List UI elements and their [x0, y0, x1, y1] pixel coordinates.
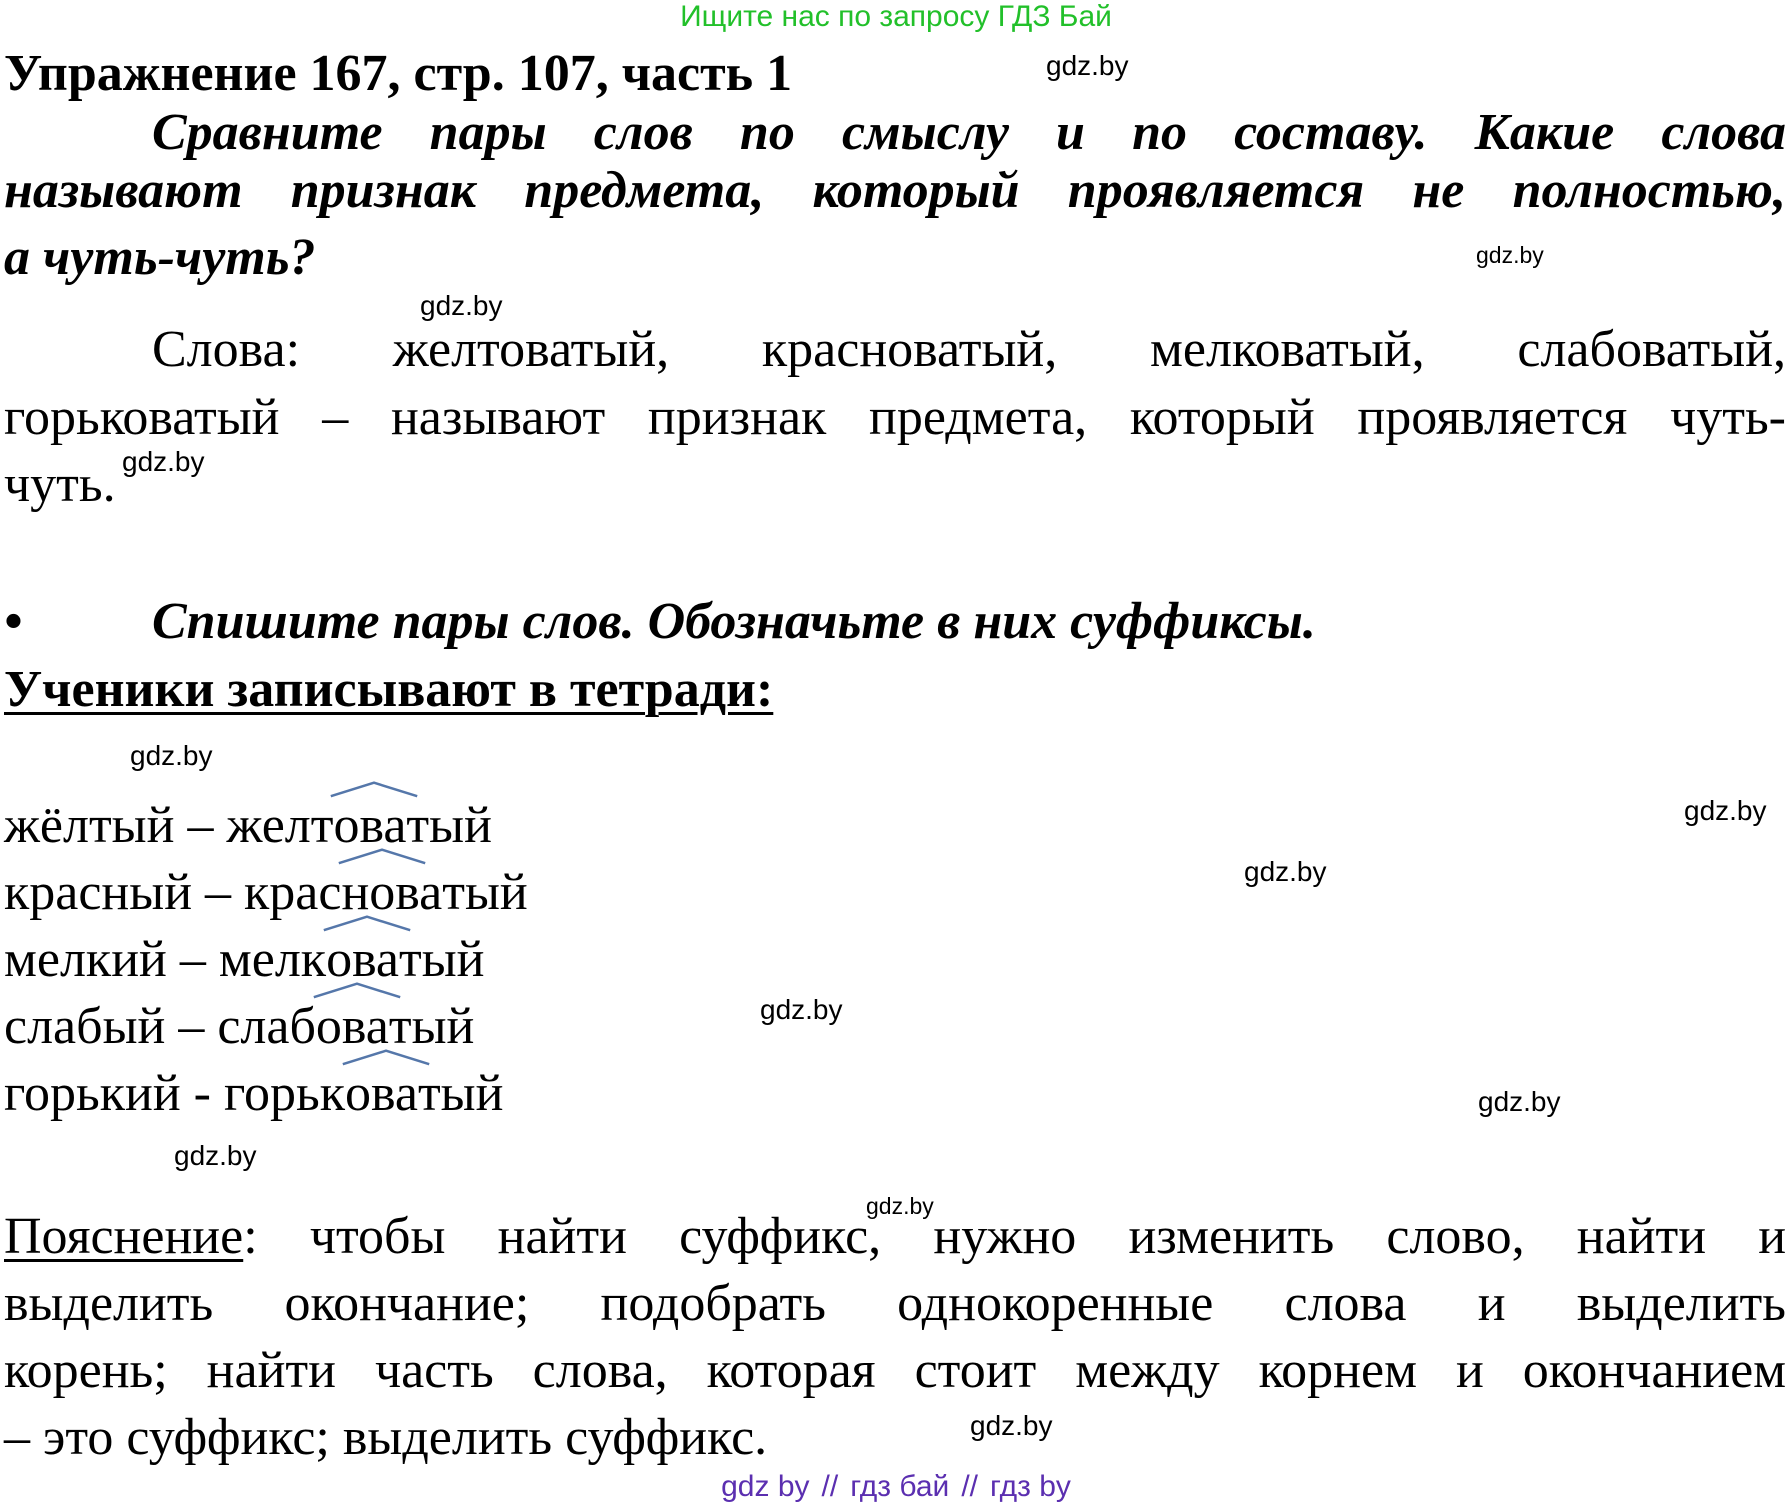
watermark: gdz.by — [1476, 242, 1544, 268]
word-pair: жёлтый – желт оватый — [4, 796, 492, 855]
footer-separator: // — [961, 1470, 978, 1503]
suffix-arc-icon — [312, 981, 402, 999]
watermark: gdz.by — [420, 290, 503, 321]
suffix-arc-icon — [322, 914, 412, 932]
footer-link[interactable]: гдз by — [990, 1470, 1071, 1503]
task-instruction-2: Спишите пары слов. Обозначьте в них суффиксы. — [152, 593, 1316, 650]
watermark: gdz.by — [1684, 795, 1767, 826]
suffix-mark: ова — [333, 796, 406, 855]
suffix-mark: нова — [341, 863, 442, 922]
footer-link[interactable]: gdz by — [721, 1470, 810, 1503]
page-title: Упражнение 167, стр. 107, часть 1 — [4, 45, 793, 102]
answer-line-2: горьковатый – называют признак предмета, который проявляется чуть- — [4, 389, 1786, 446]
explanation-line-1: Пояснение: чтобы найти суффикс, нужно изменить слово, найти и — [4, 1208, 1787, 1265]
watermark: gdz.by — [760, 994, 843, 1025]
suffix-arc-icon — [341, 1048, 431, 1066]
footer-link[interactable]: гдз бай — [850, 1470, 950, 1503]
suffix-mark: ова — [326, 930, 399, 989]
footer-separator: // — [821, 1470, 839, 1503]
explanation-label: Пояснение — [4, 1208, 244, 1265]
watermark: gdz.by — [130, 740, 213, 771]
task-question-line-2: называют признак предмета, который проявляется не полностью, — [4, 162, 1786, 219]
task-question-line-1: Сравните пары слов по смыслу и по составу. Какие слова — [152, 104, 1787, 161]
notebook-heading: Ученики записывают в тетради: — [4, 661, 774, 718]
watermark: gdz.by — [174, 1140, 257, 1171]
bullet-marker: • — [4, 593, 23, 650]
watermark: gdz.by — [1244, 856, 1327, 887]
task-question-line-3: а чуть-чуть? — [4, 229, 316, 286]
watermark: gdz.by — [1478, 1086, 1561, 1117]
answer-line-1: Слова: желтоватый, красноватый, мелковатый, слабоватый, — [152, 321, 1787, 378]
suffix-mark: ова — [345, 1064, 418, 1123]
watermark: gdz.by — [866, 1193, 934, 1219]
watermark: gdz.by — [122, 446, 205, 477]
word-pair: слабый – слаб оватый — [4, 997, 474, 1056]
word-pair: красный – крас новатый — [4, 863, 528, 922]
watermark: gdz.by — [970, 1410, 1053, 1441]
suffix-arc-icon — [329, 780, 419, 798]
suffix-arc-icon — [337, 847, 427, 865]
explanation-line-2: выделить окончание; подобрать однокоренные слова и выделить — [4, 1275, 1786, 1332]
word-pair: мелкий – мелк оватый — [4, 930, 485, 989]
explanation-line-4: – это суффикс; выделить суффикс. — [4, 1409, 768, 1466]
word-pair: горький - горьк оватый — [4, 1064, 503, 1123]
footer-links — [0, 1470, 1792, 1504]
suffix-mark: ова — [316, 997, 389, 1056]
explanation-line-3: корень; найти часть слова, которая стоит между корнем и окончанием — [4, 1342, 1787, 1399]
search-banner: Ищите нас по запросу ГДЗ Бай — [680, 0, 1112, 33]
answer-line-3: чуть. — [4, 456, 116, 513]
watermark: gdz.by — [1046, 50, 1129, 81]
